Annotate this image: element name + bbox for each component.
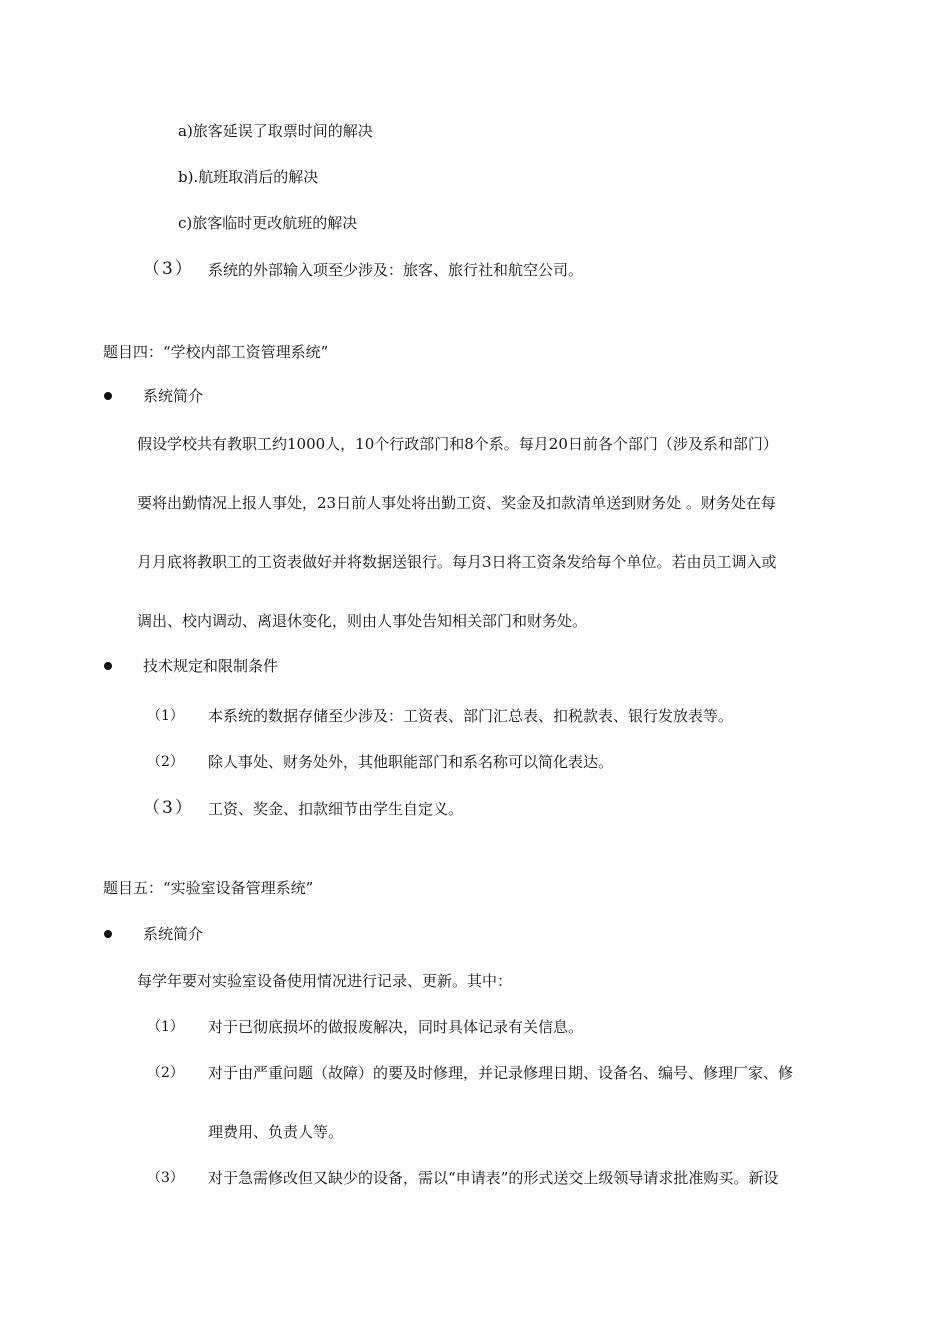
topic4-requirements-heading: 技术规定和限制条件 bbox=[143, 657, 279, 675]
bullet-dot bbox=[104, 930, 112, 938]
topic5-item2-number: （2） bbox=[147, 1065, 184, 1081]
topic5-item3-number: （3） bbox=[147, 1170, 184, 1186]
topic5-title: 题目五：“实验室设备管理系统” bbox=[103, 879, 314, 897]
topic4-intro-line-1: 假设学校共有教职工约1000人，10个行政部门和8个系。每月20日前各个部门（涉及系和部门） bbox=[137, 435, 778, 453]
topic4-item3-number: （3） bbox=[143, 798, 194, 818]
topic3-item3-text: 系统的外部输入项至少涉及：旅客、旅行社和航空公司。 bbox=[208, 261, 584, 279]
topic4-item1-text: 本系统的数据存储至少涉及：工资表、部门汇总表、扣税款表、银行发放表等。 bbox=[208, 707, 734, 725]
topic5-intro-heading: 系统简介 bbox=[143, 925, 204, 943]
topic5-intro-line: 每学年要对实验室设备使用情况进行记录、更新。其中： bbox=[137, 972, 513, 990]
topic4-item1-number: （1） bbox=[147, 708, 184, 724]
topic4-item3-text: 工资、奖金、扣款细节由学生自定义。 bbox=[208, 800, 464, 818]
bullet-dot bbox=[104, 392, 112, 400]
topic5-item2-continuation: 理费用、负责人等。 bbox=[208, 1123, 344, 1141]
topic3-sub-item-a: a)旅客延误了取票时间的解决 bbox=[178, 122, 373, 140]
topic5-item3-text: 对于急需修改但又缺少的设备，需以“申请表”的形式送交上级领导请求批准购买。新设 bbox=[208, 1169, 779, 1187]
topic3-item3-number: （3） bbox=[143, 259, 194, 279]
topic4-intro-line-2: 要将出勤情况上报人事处，23日前人事处将出勤工资、奖金及扣款清单送到财务处 。财务处在每 bbox=[137, 494, 776, 512]
topic4-intro-line-4: 调出、校内调动、离退休变化，则由人事处告知相关部门和财务处。 bbox=[137, 612, 588, 630]
bullet-dot bbox=[104, 662, 112, 670]
topic3-sub-item-b: b).航班取消后的解决 bbox=[178, 168, 319, 186]
topic5-item1-text: 对于已彻底损坏的做报废解决，同时具体记录有关信息。 bbox=[208, 1018, 584, 1036]
topic4-item2-text: 除人事处、财务处外，其他职能部门和系名称可以简化表达。 bbox=[208, 753, 614, 771]
topic4-intro-heading: 系统简介 bbox=[143, 387, 204, 405]
topic4-title: 题目四：“学校内部工资管理系统” bbox=[103, 343, 329, 361]
topic4-item2-number: （2） bbox=[147, 754, 184, 770]
topic5-item1-number: （1） bbox=[147, 1019, 184, 1035]
topic3-sub-item-c: c)旅客临时更改航班的解决 bbox=[178, 214, 358, 232]
topic4-intro-line-3: 月月底将教职工的工资表做好并将数据送银行。每月3日将工资条发给每个单位。若由员工调入或 bbox=[137, 553, 777, 571]
topic5-item2-text: 对于由严重问题（故障）的要及时修理，并记录修理日期、设备名、编号、修理厂家、修 bbox=[208, 1064, 794, 1082]
